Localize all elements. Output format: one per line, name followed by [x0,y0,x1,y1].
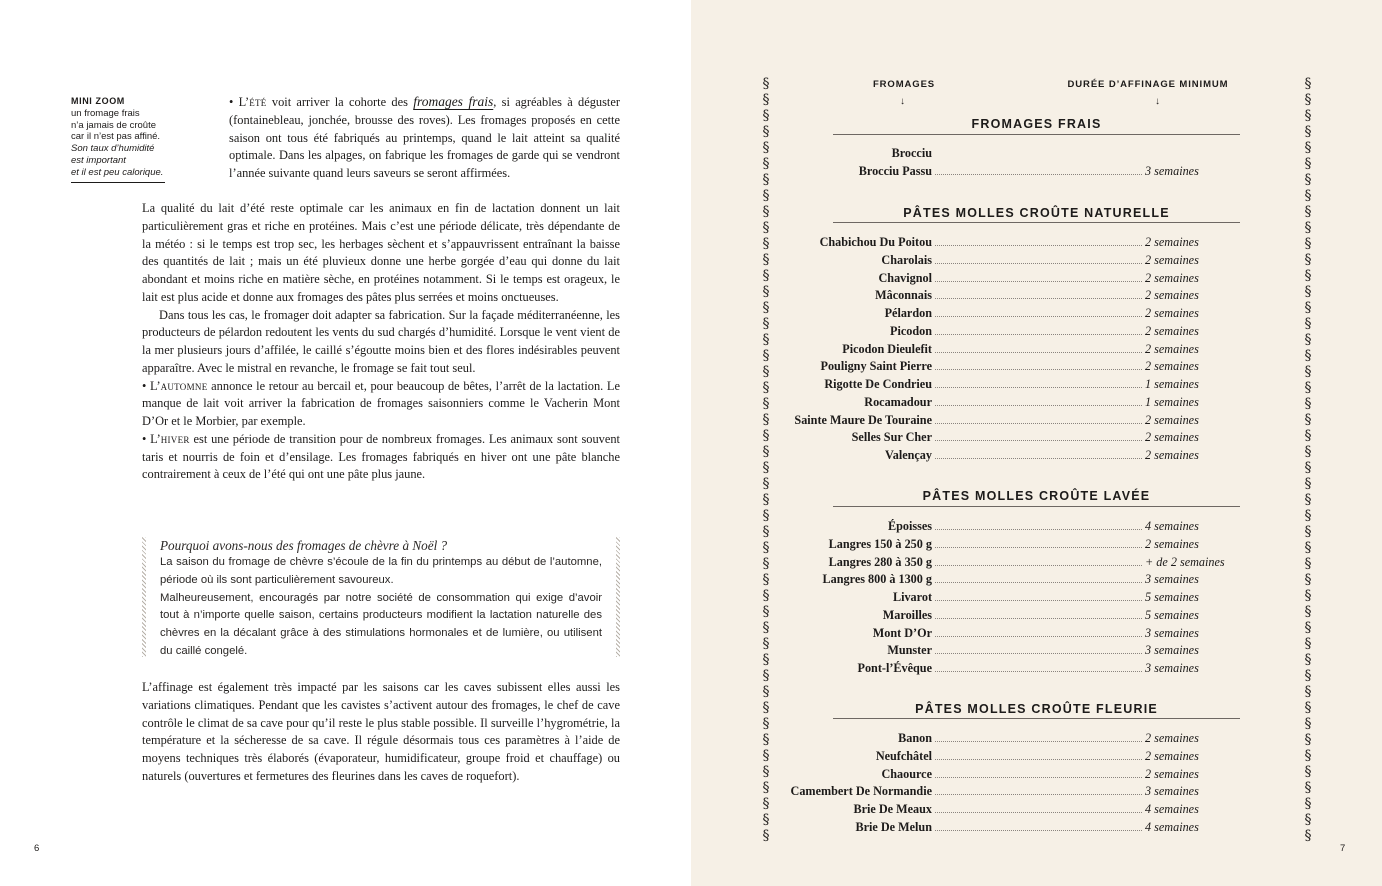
callout-paragraph: La saison du fromage de chèvre s’écoule de la fin du printemps au début de l’automne, période où ils sont particulièrement savoureux. [160,556,602,586]
dot-leader [935,618,1142,619]
dot-leader [935,423,1142,424]
table-row [828,270,1208,288]
table-row [828,163,1208,181]
ornament-glyph: § [1304,540,1312,556]
ornament-glyph: § [762,204,770,220]
ornament-glyph: § [762,636,770,652]
ornament-glyph: § [762,348,770,364]
column-header-duration: DURÉE D’AFFINAGE MINIMUM [1067,79,1229,90]
table-row [828,660,1208,678]
affinage-duration: 3 semaines [1145,661,1199,675]
affinage-duration: 2 semaines [1145,323,1199,338]
mini-zoom-title: MINI ZOOM [71,96,125,106]
section-title: PÂTES MOLLES CROÛTE NATURELLE [903,206,1170,220]
affinage-duration: + de 2 semaines [1145,554,1225,569]
table-row [828,394,1208,412]
ornament-glyph: § [762,220,770,236]
affinage-duration: 3 semaines [1145,572,1199,587]
ornament-glyph: § [762,332,770,348]
ornament-glyph: § [762,780,770,796]
ornament-glyph: § [762,620,770,636]
affinage-duration: 2 semaines [1145,341,1199,356]
paragraph-lait-text: La qualité du lait d’été reste optimale car les animaux en fin de lactation donnent un lait particulièrement gras et riche en protéines. Mais c’est une période délicate, très dépendante de la météo : si le temps est trop sec, les herbages sèchent et s’appauvrissent entraînant la baisse des quantités de lait ; mais un été pluvieux donne une herbe gorgée d’eau qui donne du lait abondant et moins riche en matière sèche, en protéines notamment. Si le temps est orageux, le lait est plus acide et donne aux fromages des pâtes plus serrées et moins onctueuses. [142,201,620,304]
dot-leader [935,741,1142,742]
bullet: • L’ [142,431,161,446]
ornament-glyph: § [762,76,770,92]
ornament-glyph: § [1304,476,1312,492]
cheese-name: Chaource [881,766,932,781]
dot-leader [935,812,1142,813]
cheese-name: Munster [887,643,932,658]
mini-zoom-line: Son taux d’humidité [71,143,155,155]
ornament-glyph: § [762,316,770,332]
dot-leader [935,245,1142,246]
paragraph-affinage-text: L’affinage est également très impacté par les saisons car les caves subissent elles aussi les variations climatiques. Pendant que les cavistes s’activent autour des fromages, le chef de cave contrôle le climat de sa cave pour qu’il reste le plus stable possible. Il surveille l’hygrométrie, la température et la sécheresse de sa cave. Il régule désormais tous ces paramètres à l’aide de moyens techniques très élaborés (évaporateur, humidificateur, groupe froid et chauffage) ou naturels (ouvertures et fermetures des fleurines dans les caves de roquefort). [142,680,620,783]
mini-zoom-rule [71,182,165,183]
ornament-glyph: § [1304,556,1312,572]
ornament-glyph: § [1304,172,1312,188]
cheese-name: Chabichou Du Poitou [819,235,932,249]
ornament-glyph: § [1304,588,1312,604]
table-row [824,376,1208,394]
ornament-glyph: § [762,716,770,732]
table-row [794,412,1208,430]
ornament-glyph: § [1304,220,1312,236]
paragraph-lait [142,200,620,484]
dot-leader [935,600,1142,601]
cheese-name: Selles Sur Cher [851,430,932,445]
cheese-name: Pouligny Saint Pierre [820,359,932,374]
ornament-glyph: § [762,380,770,396]
callout-paragraph: Malheureusement, encouragés par notre société de consommation qui exige d’avoir tout à n’importe quelle saison, certains producteurs modifient la lactation naturelle des chèvres en la décalant grâce à des stimulations hormonales et de lumière, ou utilisent du caillé congelé. [160,591,602,657]
cheese-name: Brie De Meaux [853,802,932,816]
cheese-name: Époisses [887,519,932,533]
paragraph-affinage [142,679,620,786]
table-row [828,766,1208,784]
ornament-glyph: § [762,364,770,380]
ornament-glyph: § [762,796,770,812]
cheese-name: Mâconnais [875,288,932,303]
affinage-duration: 4 semaines [1145,819,1199,834]
ornament-glyph: § [1304,652,1312,668]
ornament-glyph: § [762,412,770,428]
ornament-glyph: § [1304,700,1312,716]
table-row [828,252,1208,270]
section-rule [833,718,1240,719]
dot-leader [935,352,1142,353]
dot-leader [935,458,1142,459]
ornament-glyph: § [762,668,770,684]
affinage-duration: 5 semaines [1145,607,1199,622]
cheese-name: Maroilles [882,607,932,622]
table-row [828,429,1208,447]
table-row [828,323,1208,341]
arrow-down-icon: ↓ [1155,96,1160,107]
ornament-glyph: § [762,444,770,460]
ornament-glyph: § [762,188,770,204]
affinage-duration: 2 semaines [1145,766,1199,781]
ornament-glyph: § [1304,780,1312,796]
cheese-name: Pont-l’Évêque [857,661,932,675]
ornament-glyph: § [1304,604,1312,620]
affinage-duration: 2 semaines [1145,270,1199,285]
mini-zoom-line: n’a jamais de croûte [71,119,157,131]
dot-leader [935,281,1142,282]
dot-leader [935,794,1142,795]
arrow-down-icon: ↓ [900,96,905,107]
bullet: • L’ [142,378,161,393]
mini-zoom-line: et il est peu calorique. [71,166,164,178]
ornament-glyph: § [1304,156,1312,172]
ornament-glyph: § [762,476,770,492]
affinage-duration: 2 semaines [1145,536,1199,551]
ornament-glyph: § [1304,124,1312,140]
paragraph-ete [229,93,620,183]
dot-leader [935,529,1142,530]
ornament-glyph: § [762,300,770,316]
bullet: • L’ [229,95,250,109]
ornament-glyph: § [762,556,770,572]
ornament-glyph: § [1304,108,1312,124]
ornament-glyph: § [1304,364,1312,380]
ornament-glyph: § [762,508,770,524]
affinage-duration: 3 semaines [1145,625,1199,640]
ornament-glyph: § [1304,428,1312,444]
ornament-glyph: § [1304,92,1312,108]
dot-leader [935,316,1142,317]
cheese-name: Neufchâtel [875,748,932,763]
affinage-duration: 3 semaines [1145,643,1199,658]
ornament-glyph: § [1304,684,1312,700]
callout-left-border [142,537,146,657]
ornament-glyph: § [762,108,770,124]
mini-zoom-sidebar [71,96,167,183]
ornament-glyph: § [762,284,770,300]
cheese-name: Mont D’Or [872,625,932,640]
ornament-glyph: § [1304,412,1312,428]
affinage-duration: 2 semaines [1145,235,1199,249]
affinage-duration: 1 semaines [1145,377,1199,391]
table-row [828,819,1208,837]
dot-leader [935,440,1142,441]
dot-leader [935,565,1142,566]
affinage-duration: 2 semaines [1145,306,1199,320]
section-rule [833,506,1240,507]
affinage-duration: 2 semaines [1145,731,1199,745]
ornament-glyph: § [1304,444,1312,460]
ornament-glyph: § [1304,620,1312,636]
table-row [828,801,1208,819]
dot-leader [935,405,1142,406]
cheese-name: Langres 800 à 1300 g [822,572,932,587]
callout-text [160,537,602,661]
cheese-name: Camembert De Normandie [790,784,932,799]
affinage-duration: 4 semaines [1145,519,1199,533]
dot-leader [935,777,1142,778]
table-row [828,730,1208,748]
ornament-glyph: § [762,764,770,780]
ornament-glyph: § [1304,300,1312,316]
table-row [828,589,1208,607]
ornament-glyph: § [1304,492,1312,508]
dot-leader [935,387,1142,388]
affinage-duration: 2 semaines [1145,252,1199,267]
affinage-duration: 1 semaines [1145,394,1199,409]
ornament-glyph: § [762,396,770,412]
mini-zoom-line: car il n’est pas affiné. [71,131,161,143]
table-row [828,341,1208,359]
cheese-name: Banon [898,731,932,745]
dot-leader [935,263,1142,264]
cheese-name: Rocamadour [864,394,932,409]
ornament-glyph: § [762,540,770,556]
paragraph-cas: Dans tous les cas, le fromager doit adapter sa fabrication. Sur la façade méditerranéenne, les producteurs de pélardon redoutent les vents du sud chargés d’humidité. Lorsque le vent vient de la mer plusieurs jours d’affilée, le caillé s’égoutte moins bien et des flores indésirables peuvent apparaître. Avec le mistral en revanche, le fromage se fait tout seul. [142,307,620,375]
ornament-glyph: § [762,236,770,252]
table-row [828,625,1208,643]
dot-leader [935,759,1142,760]
ornament-glyph: § [1304,636,1312,652]
affinage-duration: 3 semaines [1145,784,1199,799]
ornament-glyph: § [1304,268,1312,284]
cheese-name: Brie De Melun [855,819,932,834]
table-row [828,305,1208,323]
affinage-duration: 2 semaines [1145,359,1199,374]
mini-zoom-line: un fromage frais [71,107,140,119]
cheese-name: Charolais [881,252,932,267]
cheese-name: Chavignol [878,270,932,285]
affinage-duration: 2 semaines [1145,748,1199,763]
ornament-glyph: § [762,828,770,844]
table-row [820,358,1208,376]
cheese-name: Picodon Dieulefit [842,341,932,356]
affinage-duration: 3 semaines [1145,164,1199,178]
season-label-ete: été [249,95,267,109]
section-rule [833,222,1240,223]
table-row [828,447,1208,465]
section-title: PÂTES MOLLES CROÛTE FLEURIE [915,702,1158,716]
cheese-name: Brocciu [891,146,932,160]
affinage-duration: 4 semaines [1145,802,1199,816]
ornament-glyph: § [762,92,770,108]
season-label-automne: automne [160,378,208,393]
ornament-glyph: § [1304,284,1312,300]
ornament-glyph: § [1304,188,1312,204]
table-row [822,571,1208,589]
cheese-name: Picodon [890,323,932,338]
ornament-glyph: § [762,140,770,156]
text-run: voit arriver la cohorte des [266,95,414,109]
ornament-glyph: § [1304,668,1312,684]
dot-leader [935,636,1142,637]
affinage-duration: 2 semaines [1145,448,1199,462]
dot-leader [935,547,1142,548]
ornament-glyph: § [762,572,770,588]
dot-leader [935,298,1142,299]
table-row [828,642,1208,660]
ornament-glyph: § [762,524,770,540]
section-rule [833,134,1240,135]
table-row [828,518,1208,536]
ornament-glyph: § [1304,460,1312,476]
cheese-name: Livarot [892,590,932,604]
ornament-glyph: § [1304,764,1312,780]
ornament-glyph: § [762,156,770,172]
cheese-name: Langres 280 à 350 g [828,554,932,569]
ornament-glyph: § [762,460,770,476]
ornament-glyph: § [1304,748,1312,764]
ornament-glyph: § [762,748,770,764]
page-number-left: 6 [34,843,40,854]
ornament-glyph: § [1304,524,1312,540]
ornament-glyph: § [762,252,770,268]
dot-leader [935,334,1142,335]
section-title: FROMAGES FRAIS [971,117,1102,131]
ornament-glyph: § [1304,76,1312,92]
paragraph-automne [142,378,620,431]
text-run: est une période de transition pour de nombreux fromages. Les animaux sont souvent taris et nourris de foin et d’ensilage. Les fromages fabriqués en hiver ont une pâte blanche contrairement à ceux de l’été qui ont une pâte plus jaune. [142,431,620,482]
ornament-glyph: § [762,684,770,700]
ornament-glyph: § [762,268,770,284]
decorative-border-right [1302,76,1314,842]
affinage-duration: 5 semaines [1145,590,1199,604]
decorative-border-left [760,76,772,842]
ornament-glyph: § [1304,204,1312,220]
page-number-right: 7 [1340,843,1346,854]
dot-leader [935,582,1142,583]
ornament-glyph: § [1304,828,1312,844]
dot-leader [935,653,1142,654]
cheese-name: Langres 150 à 250 g [828,536,932,551]
ornament-glyph: § [1304,252,1312,268]
cheese-name: Pélardon [884,306,932,320]
ornament-glyph: § [1304,732,1312,748]
ornament-glyph: § [1304,508,1312,524]
ornament-glyph: § [1304,396,1312,412]
ornament-glyph: § [1304,812,1312,828]
table-row [828,607,1208,625]
ornament-glyph: § [1304,140,1312,156]
ornament-glyph: § [1304,796,1312,812]
ornament-glyph: § [762,492,770,508]
affinage-duration: 2 semaines [1145,288,1199,303]
ornament-glyph: § [762,172,770,188]
callout-question: Pourquoi avons-nous des fromages de chèvre à Noël ? [160,538,448,553]
ornament-glyph: § [762,812,770,828]
dot-leader [935,671,1142,672]
ornament-glyph: § [762,428,770,444]
cheese-name: Valençay [885,448,932,462]
ornament-glyph: § [1304,716,1312,732]
dot-leader [935,174,1142,175]
ornament-glyph: § [762,124,770,140]
mini-zoom-line: est important [71,154,126,166]
section-title: PÂTES MOLLES CROÛTE LAVÉE [922,489,1151,503]
callout-right-border [616,537,620,657]
ornament-glyph: § [762,732,770,748]
dot-leader [935,369,1142,370]
ornament-glyph: § [1304,236,1312,252]
text-run: annonce le retour au bercail et, pour beaucoup de bêtes, l’arrêt de la lactation. Le manque de lait voit arriver la fabrication de fromages saisonniers comme le Vacherin Mont D’Or et le Morbier, par exemple. [142,378,620,428]
affinage-duration: 2 semaines [1145,430,1199,445]
fromages-frais-emphasis: fromages frais [413,94,494,109]
ornament-glyph: § [1304,380,1312,396]
ornament-glyph: § [1304,332,1312,348]
ornament-glyph: § [1304,348,1312,364]
affinage-duration: 2 semaines [1145,412,1199,427]
table-row [828,287,1208,305]
ornament-glyph: § [762,652,770,668]
text-run: , si agréables à déguster (fontainebleau, jonchée, brousse des roves). Les fromages proposés en cette saison ont tous été fabriqués au printemps, quand le lait atteint sa qualité optimale. Dans les alpages, on fabrique les fromages de garde qui se vendront l’année suivante quand leurs saveurs se seront affirmées. [229,95,621,180]
table-row [790,783,1208,801]
column-header-cheeses: FROMAGES [872,79,936,90]
cheese-name: Rigotte De Condrieu [824,377,932,391]
paragraph-hiver [142,431,620,484]
ornament-glyph: § [1304,316,1312,332]
table-row [819,234,1208,252]
cheese-name: Sainte Maure De Touraine [794,412,932,427]
ornament-glyph: § [762,604,770,620]
dot-leader [935,830,1142,831]
table-row [828,536,1208,554]
ornament-glyph: § [762,700,770,716]
table-row [828,554,1225,572]
season-label-hiver: hiver [160,431,190,446]
ornament-glyph: § [1304,572,1312,588]
ornament-glyph: § [762,588,770,604]
table-row [828,145,1208,163]
cheese-name: Brocciu Passu [858,164,932,178]
callout-box [142,537,620,657]
table-row [828,748,1208,766]
